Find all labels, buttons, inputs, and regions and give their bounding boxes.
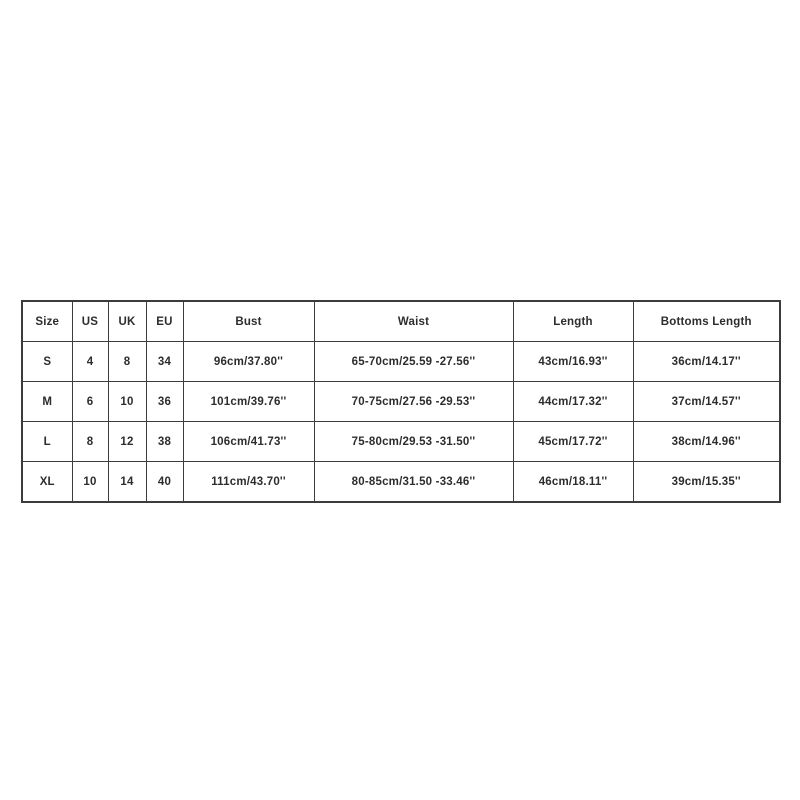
table-row	[22, 382, 780, 422]
length-cell: 44cm/17.32''	[513, 382, 633, 422]
bust-cell: 101cm/39.76''	[183, 382, 314, 422]
eu-size-cell: 36	[146, 382, 183, 422]
length-cell: 43cm/16.93''	[513, 342, 633, 382]
size-chart-table	[21, 300, 781, 503]
column-header-us: US	[72, 301, 108, 342]
bottoms-length-cell: 37cm/14.57''	[633, 382, 780, 422]
size-label-cell: L	[22, 422, 72, 462]
waist-cell: 65-70cm/25.59 -27.56''	[314, 342, 513, 382]
bust-cell: 96cm/37.80''	[183, 342, 314, 382]
column-header-bottoms-length: Bottoms Length	[633, 301, 780, 342]
eu-size-cell: 38	[146, 422, 183, 462]
waist-cell: 75-80cm/29.53 -31.50''	[314, 422, 513, 462]
waist-cell: 80-85cm/31.50 -33.46''	[314, 462, 513, 503]
length-cell: 45cm/17.72''	[513, 422, 633, 462]
size-label-cell: XL	[22, 462, 72, 503]
us-size-cell: 10	[72, 462, 108, 503]
uk-size-cell: 14	[108, 462, 146, 503]
table-row	[22, 462, 780, 503]
column-header-eu: EU	[146, 301, 183, 342]
us-size-cell: 6	[72, 382, 108, 422]
table-header-row	[22, 301, 780, 342]
column-header-size: Size	[22, 301, 72, 342]
bust-cell: 111cm/43.70''	[183, 462, 314, 503]
us-size-cell: 8	[72, 422, 108, 462]
length-cell: 46cm/18.11''	[513, 462, 633, 503]
us-size-cell: 4	[72, 342, 108, 382]
eu-size-cell: 34	[146, 342, 183, 382]
bottoms-length-cell: 38cm/14.96''	[633, 422, 780, 462]
bottoms-length-cell: 39cm/15.35''	[633, 462, 780, 503]
eu-size-cell: 40	[146, 462, 183, 503]
uk-size-cell: 12	[108, 422, 146, 462]
column-header-length: Length	[513, 301, 633, 342]
table-row	[22, 342, 780, 382]
waist-cell: 70-75cm/27.56 -29.53''	[314, 382, 513, 422]
uk-size-cell: 10	[108, 382, 146, 422]
size-label-cell: M	[22, 382, 72, 422]
table-row	[22, 422, 780, 462]
column-header-uk: UK	[108, 301, 146, 342]
column-header-bust: Bust	[183, 301, 314, 342]
bottoms-length-cell: 36cm/14.17''	[633, 342, 780, 382]
uk-size-cell: 8	[108, 342, 146, 382]
size-label-cell: S	[22, 342, 72, 382]
column-header-waist: Waist	[314, 301, 513, 342]
bust-cell: 106cm/41.73''	[183, 422, 314, 462]
